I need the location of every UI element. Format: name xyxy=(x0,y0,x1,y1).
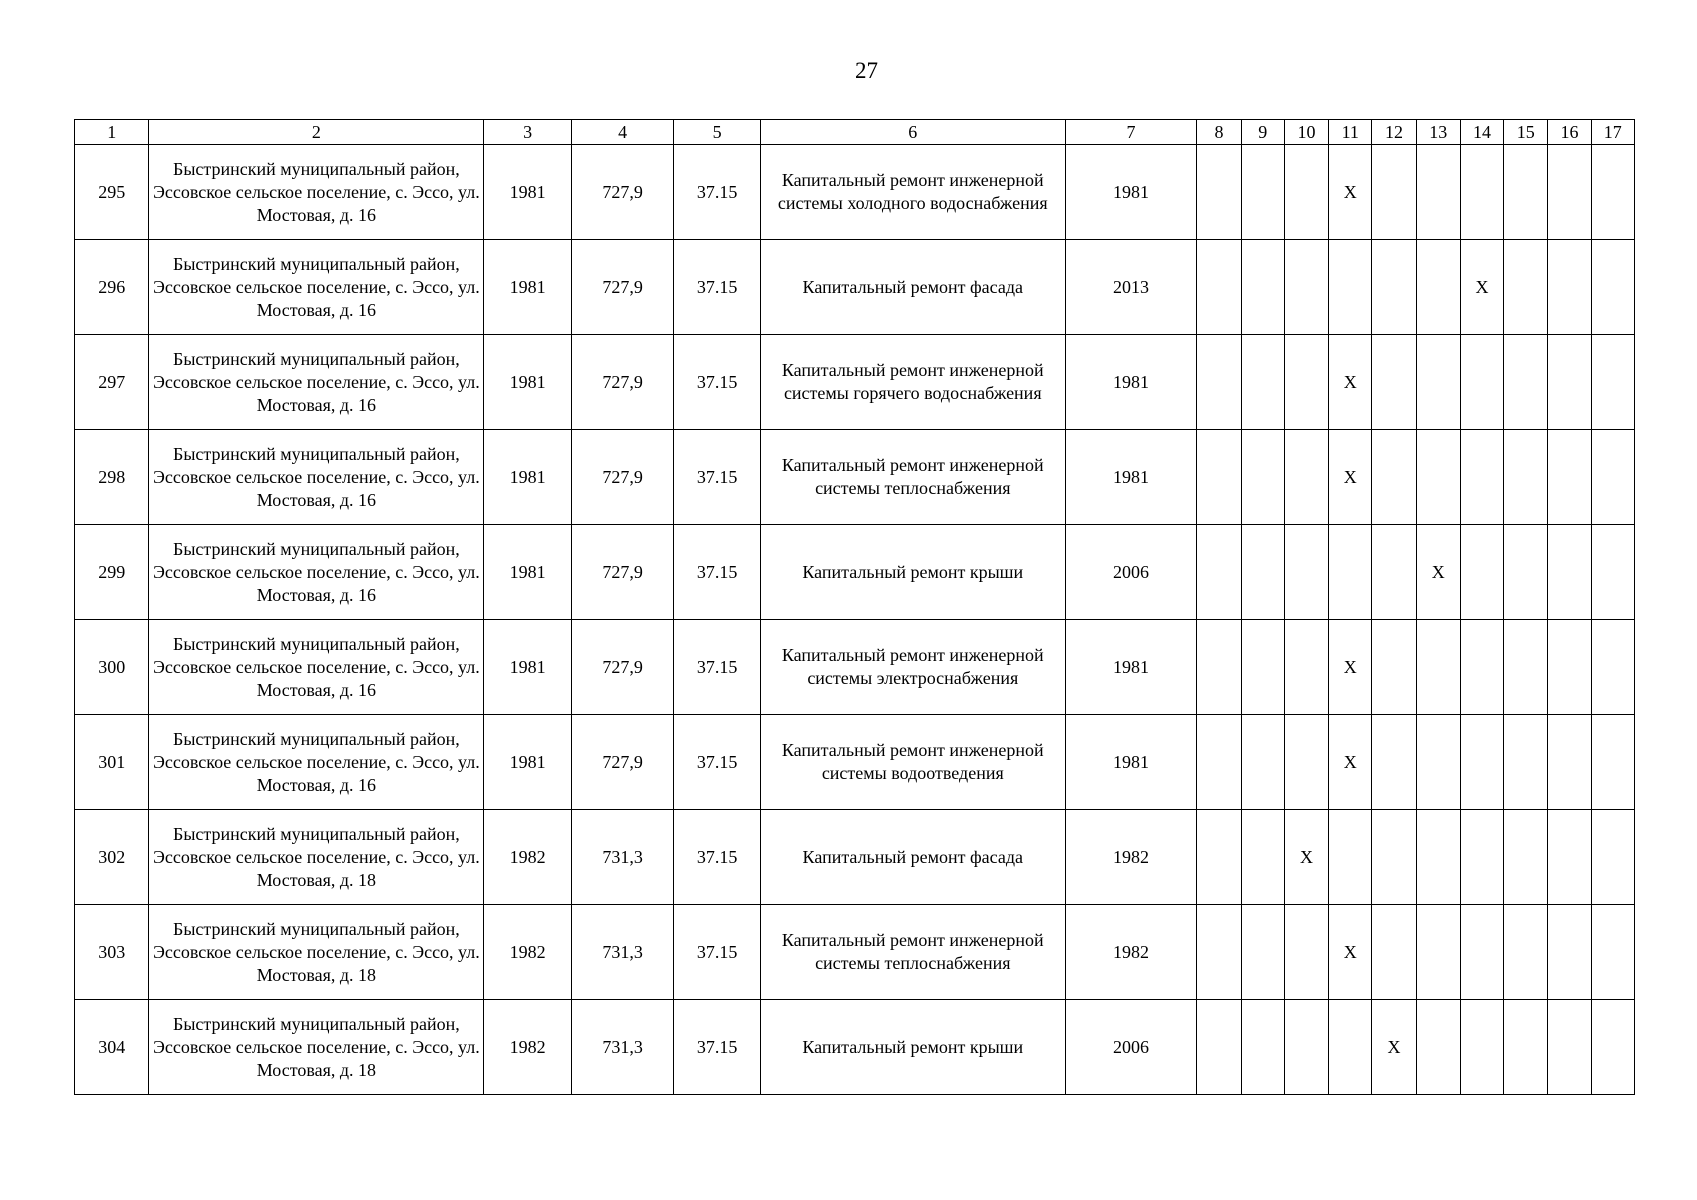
capital-repair-table xyxy=(74,119,1635,1095)
column-header-12: 12 xyxy=(1372,120,1416,145)
table-row xyxy=(75,905,1635,1000)
address-cell: Быстринский муниципальный район, Эссовское сельское поселение, с. Эссо, ул. Мостовая, д. 18 xyxy=(149,905,484,1000)
period-mark-cell-9 xyxy=(1241,525,1284,620)
code-cell: 37.15 xyxy=(674,620,760,715)
table-row xyxy=(75,620,1635,715)
work-type-cell: Капитальный ремонт инженерной системы теплоснабжения xyxy=(760,905,1065,1000)
column-header-11: 11 xyxy=(1329,120,1372,145)
period-mark-cell-11: X xyxy=(1329,145,1372,240)
period-mark-cell-16 xyxy=(1548,335,1591,430)
period-mark-cell-15 xyxy=(1504,715,1548,810)
work-type-cell: Капитальный ремонт инженерной системы горячего водоснабжения xyxy=(760,335,1065,430)
column-header-6: 6 xyxy=(760,120,1065,145)
year-built-cell: 1981 xyxy=(484,715,572,810)
row-number-cell: 302 xyxy=(75,810,149,905)
area-cell: 727,9 xyxy=(571,715,674,810)
code-cell: 37.15 xyxy=(674,905,760,1000)
work-type-cell: Капитальный ремонт фасада xyxy=(760,240,1065,335)
year-built-cell: 1982 xyxy=(484,1000,572,1095)
work-type-cell: Капитальный ремонт инженерной системы теплоснабжения xyxy=(760,430,1065,525)
column-header-9: 9 xyxy=(1241,120,1284,145)
area-cell: 727,9 xyxy=(571,430,674,525)
row-number-cell: 299 xyxy=(75,525,149,620)
work-type-cell: Капитальный ремонт инженерной системы водоотведения xyxy=(760,715,1065,810)
period-mark-cell-10 xyxy=(1284,620,1328,715)
code-cell: 37.15 xyxy=(674,145,760,240)
last-repair-year-cell: 1981 xyxy=(1065,715,1197,810)
address-cell: Быстринский муниципальный район, Эссовское сельское поселение, с. Эссо, ул. Мостовая, д. 16 xyxy=(149,715,484,810)
period-mark-cell-9 xyxy=(1241,715,1284,810)
period-mark-cell-11 xyxy=(1329,240,1372,335)
code-cell: 37.15 xyxy=(674,715,760,810)
period-mark-cell-9 xyxy=(1241,335,1284,430)
table-row xyxy=(75,715,1635,810)
period-mark-cell-12 xyxy=(1372,525,1416,620)
period-mark-cell-10 xyxy=(1284,525,1328,620)
period-mark-cell-14 xyxy=(1460,620,1503,715)
period-mark-cell-11: X xyxy=(1329,335,1372,430)
period-mark-cell-17 xyxy=(1591,430,1634,525)
period-mark-cell-14: X xyxy=(1460,240,1503,335)
period-mark-cell-13 xyxy=(1416,810,1460,905)
period-mark-cell-16 xyxy=(1548,525,1591,620)
period-mark-cell-13: X xyxy=(1416,525,1460,620)
last-repair-year-cell: 2013 xyxy=(1065,240,1197,335)
period-mark-cell-11: X xyxy=(1329,430,1372,525)
last-repair-year-cell: 1982 xyxy=(1065,810,1197,905)
last-repair-year-cell: 1981 xyxy=(1065,620,1197,715)
row-number-cell: 297 xyxy=(75,335,149,430)
row-number-cell: 303 xyxy=(75,905,149,1000)
table-row xyxy=(75,335,1635,430)
code-cell: 37.15 xyxy=(674,430,760,525)
period-mark-cell-13 xyxy=(1416,905,1460,1000)
last-repair-year-cell: 1982 xyxy=(1065,905,1197,1000)
period-mark-cell-17 xyxy=(1591,620,1634,715)
period-mark-cell-12 xyxy=(1372,715,1416,810)
code-cell: 37.15 xyxy=(674,240,760,335)
code-cell: 37.15 xyxy=(674,525,760,620)
last-repair-year-cell: 2006 xyxy=(1065,1000,1197,1095)
column-header-8: 8 xyxy=(1197,120,1241,145)
column-header-17: 17 xyxy=(1591,120,1634,145)
period-mark-cell-13 xyxy=(1416,1000,1460,1095)
table-row xyxy=(75,1000,1635,1095)
table-row xyxy=(75,525,1635,620)
address-cell: Быстринский муниципальный район, Эссовское сельское поселение, с. Эссо, ул. Мостовая, д. 18 xyxy=(149,1000,484,1095)
period-mark-cell-14 xyxy=(1460,905,1503,1000)
row-number-cell: 295 xyxy=(75,145,149,240)
period-mark-cell-13 xyxy=(1416,430,1460,525)
row-number-cell: 296 xyxy=(75,240,149,335)
period-mark-cell-17 xyxy=(1591,1000,1634,1095)
area-cell: 731,3 xyxy=(571,1000,674,1095)
year-built-cell: 1981 xyxy=(484,145,572,240)
period-mark-cell-8 xyxy=(1197,1000,1241,1095)
address-cell: Быстринский муниципальный район, Эссовское сельское поселение, с. Эссо, ул. Мостовая, д. 16 xyxy=(149,620,484,715)
area-cell: 727,9 xyxy=(571,335,674,430)
period-mark-cell-16 xyxy=(1548,905,1591,1000)
period-mark-cell-17 xyxy=(1591,905,1634,1000)
period-mark-cell-12 xyxy=(1372,430,1416,525)
period-mark-cell-16 xyxy=(1548,810,1591,905)
address-cell: Быстринский муниципальный район, Эссовское сельское поселение, с. Эссо, ул. Мостовая, д. 16 xyxy=(149,430,484,525)
column-header-10: 10 xyxy=(1284,120,1328,145)
last-repair-year-cell: 2006 xyxy=(1065,525,1197,620)
area-cell: 731,3 xyxy=(571,905,674,1000)
period-mark-cell-12 xyxy=(1372,620,1416,715)
work-type-cell: Капитальный ремонт крыши xyxy=(760,1000,1065,1095)
code-cell: 37.15 xyxy=(674,810,760,905)
column-header-3: 3 xyxy=(484,120,572,145)
period-mark-cell-11: X xyxy=(1329,715,1372,810)
period-mark-cell-8 xyxy=(1197,620,1241,715)
work-type-cell: Капитальный ремонт крыши xyxy=(760,525,1065,620)
period-mark-cell-12 xyxy=(1372,810,1416,905)
period-mark-cell-9 xyxy=(1241,905,1284,1000)
period-mark-cell-9 xyxy=(1241,620,1284,715)
period-mark-cell-12 xyxy=(1372,145,1416,240)
year-built-cell: 1981 xyxy=(484,240,572,335)
period-mark-cell-17 xyxy=(1591,715,1634,810)
table-row xyxy=(75,240,1635,335)
period-mark-cell-10 xyxy=(1284,905,1328,1000)
address-cell: Быстринский муниципальный район, Эссовское сельское поселение, с. Эссо, ул. Мостовая, д. 16 xyxy=(149,145,484,240)
period-mark-cell-16 xyxy=(1548,145,1591,240)
area-cell: 727,9 xyxy=(571,620,674,715)
column-header-1: 1 xyxy=(75,120,149,145)
address-cell: Быстринский муниципальный район, Эссовское сельское поселение, с. Эссо, ул. Мостовая, д. 16 xyxy=(149,525,484,620)
period-mark-cell-13 xyxy=(1416,335,1460,430)
header-row xyxy=(75,120,1635,145)
period-mark-cell-15 xyxy=(1504,335,1548,430)
address-cell: Быстринский муниципальный район, Эссовское сельское поселение, с. Эссо, ул. Мостовая, д. 18 xyxy=(149,810,484,905)
period-mark-cell-15 xyxy=(1504,430,1548,525)
period-mark-cell-8 xyxy=(1197,525,1241,620)
period-mark-cell-9 xyxy=(1241,1000,1284,1095)
period-mark-cell-14 xyxy=(1460,525,1503,620)
table-row xyxy=(75,430,1635,525)
period-mark-cell-9 xyxy=(1241,145,1284,240)
period-mark-cell-16 xyxy=(1548,1000,1591,1095)
column-header-5: 5 xyxy=(674,120,760,145)
period-mark-cell-13 xyxy=(1416,240,1460,335)
period-mark-cell-9 xyxy=(1241,810,1284,905)
column-header-14: 14 xyxy=(1460,120,1503,145)
area-cell: 727,9 xyxy=(571,525,674,620)
column-header-16: 16 xyxy=(1548,120,1591,145)
period-mark-cell-12 xyxy=(1372,335,1416,430)
period-mark-cell-17 xyxy=(1591,810,1634,905)
period-mark-cell-10 xyxy=(1284,335,1328,430)
period-mark-cell-17 xyxy=(1591,525,1634,620)
last-repair-year-cell: 1981 xyxy=(1065,430,1197,525)
period-mark-cell-15 xyxy=(1504,145,1548,240)
period-mark-cell-11: X xyxy=(1329,905,1372,1000)
code-cell: 37.15 xyxy=(674,335,760,430)
period-mark-cell-11 xyxy=(1329,1000,1372,1095)
year-built-cell: 1982 xyxy=(484,810,572,905)
year-built-cell: 1981 xyxy=(484,620,572,715)
period-mark-cell-10 xyxy=(1284,240,1328,335)
period-mark-cell-9 xyxy=(1241,240,1284,335)
period-mark-cell-10 xyxy=(1284,430,1328,525)
period-mark-cell-13 xyxy=(1416,715,1460,810)
work-type-cell: Капитальный ремонт фасада xyxy=(760,810,1065,905)
column-header-7: 7 xyxy=(1065,120,1197,145)
period-mark-cell-15 xyxy=(1504,240,1548,335)
area-cell: 731,3 xyxy=(571,810,674,905)
period-mark-cell-8 xyxy=(1197,905,1241,1000)
column-header-4: 4 xyxy=(571,120,674,145)
period-mark-cell-10 xyxy=(1284,715,1328,810)
work-type-cell: Капитальный ремонт инженерной системы электроснабжения xyxy=(760,620,1065,715)
row-number-cell: 298 xyxy=(75,430,149,525)
year-built-cell: 1981 xyxy=(484,430,572,525)
table-row xyxy=(75,145,1635,240)
period-mark-cell-13 xyxy=(1416,620,1460,715)
period-mark-cell-10 xyxy=(1284,145,1328,240)
address-cell: Быстринский муниципальный район, Эссовское сельское поселение, с. Эссо, ул. Мостовая, д. 16 xyxy=(149,335,484,430)
period-mark-cell-11: X xyxy=(1329,620,1372,715)
page-number: 27 xyxy=(855,58,878,83)
code-cell: 37.15 xyxy=(674,1000,760,1095)
period-mark-cell-15 xyxy=(1504,810,1548,905)
year-built-cell: 1981 xyxy=(484,335,572,430)
column-header-15: 15 xyxy=(1504,120,1548,145)
period-mark-cell-16 xyxy=(1548,240,1591,335)
area-cell: 727,9 xyxy=(571,240,674,335)
period-mark-cell-15 xyxy=(1504,525,1548,620)
year-built-cell: 1982 xyxy=(484,905,572,1000)
period-mark-cell-14 xyxy=(1460,335,1503,430)
period-mark-cell-8 xyxy=(1197,240,1241,335)
work-type-cell: Капитальный ремонт инженерной системы холодного водоснабжения xyxy=(760,145,1065,240)
period-mark-cell-12: X xyxy=(1372,1000,1416,1095)
period-mark-cell-8 xyxy=(1197,810,1241,905)
year-built-cell: 1981 xyxy=(484,525,572,620)
period-mark-cell-17 xyxy=(1591,145,1634,240)
period-mark-cell-14 xyxy=(1460,1000,1503,1095)
period-mark-cell-11 xyxy=(1329,525,1372,620)
period-mark-cell-15 xyxy=(1504,620,1548,715)
row-number-cell: 301 xyxy=(75,715,149,810)
period-mark-cell-10: X xyxy=(1284,810,1328,905)
row-number-cell: 304 xyxy=(75,1000,149,1095)
period-mark-cell-14 xyxy=(1460,810,1503,905)
period-mark-cell-14 xyxy=(1460,430,1503,525)
period-mark-cell-12 xyxy=(1372,240,1416,335)
table-row xyxy=(75,810,1635,905)
period-mark-cell-15 xyxy=(1504,905,1548,1000)
period-mark-cell-9 xyxy=(1241,430,1284,525)
period-mark-cell-11 xyxy=(1329,810,1372,905)
period-mark-cell-14 xyxy=(1460,145,1503,240)
area-cell: 727,9 xyxy=(571,145,674,240)
period-mark-cell-8 xyxy=(1197,430,1241,525)
period-mark-cell-13 xyxy=(1416,145,1460,240)
column-header-13: 13 xyxy=(1416,120,1460,145)
period-mark-cell-8 xyxy=(1197,335,1241,430)
last-repair-year-cell: 1981 xyxy=(1065,335,1197,430)
period-mark-cell-8 xyxy=(1197,145,1241,240)
period-mark-cell-15 xyxy=(1504,1000,1548,1095)
column-header-2: 2 xyxy=(149,120,484,145)
period-mark-cell-16 xyxy=(1548,715,1591,810)
address-cell: Быстринский муниципальный район, Эссовское сельское поселение, с. Эссо, ул. Мостовая, д. 16 xyxy=(149,240,484,335)
period-mark-cell-17 xyxy=(1591,335,1634,430)
period-mark-cell-8 xyxy=(1197,715,1241,810)
period-mark-cell-10 xyxy=(1284,1000,1328,1095)
period-mark-cell-17 xyxy=(1591,240,1634,335)
period-mark-cell-16 xyxy=(1548,430,1591,525)
last-repair-year-cell: 1981 xyxy=(1065,145,1197,240)
period-mark-cell-12 xyxy=(1372,905,1416,1000)
period-mark-cell-14 xyxy=(1460,715,1503,810)
row-number-cell: 300 xyxy=(75,620,149,715)
period-mark-cell-16 xyxy=(1548,620,1591,715)
